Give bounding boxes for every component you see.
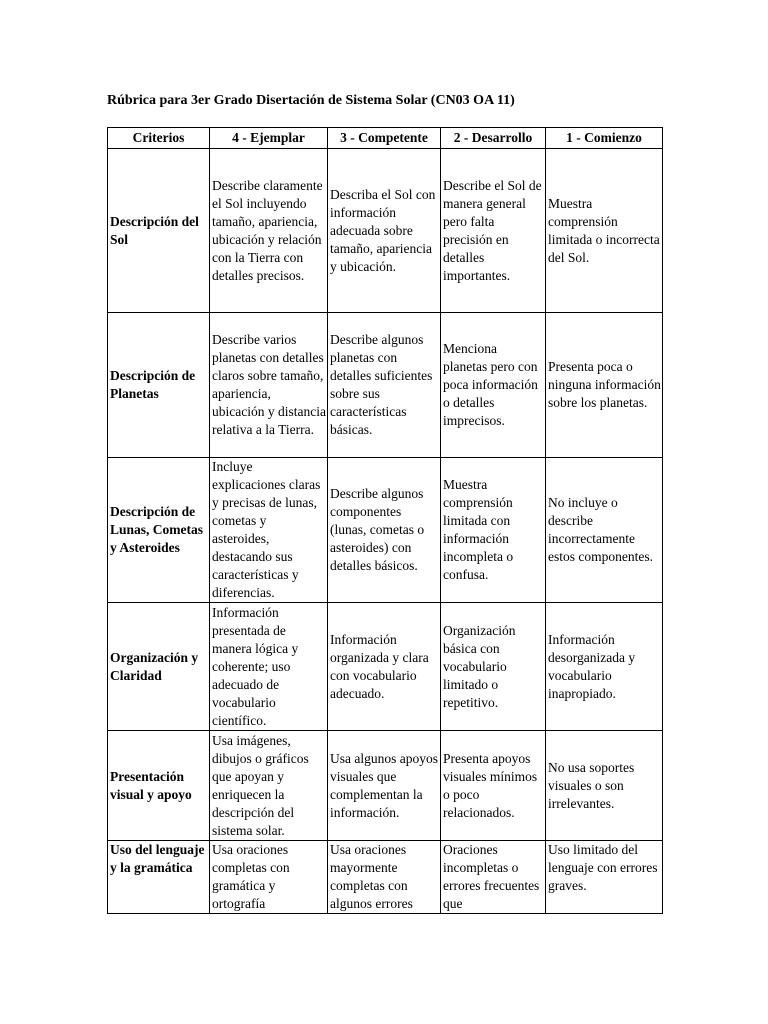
level-3-cell: Describa el Sol con información adecuada sobre tamaño, apariencia y ubicación. <box>328 149 441 313</box>
header-criterios: Criterios <box>108 128 210 149</box>
table-row <box>108 841 663 914</box>
level-4-cell: Incluye explicaciones claras y precisas de lunas, cometas y asteroides, destacando sus características y diferencias. <box>210 458 328 603</box>
header-competente: 3 - Competente <box>328 128 441 149</box>
criterion-cell: Presentación visual y apoyo <box>108 731 210 841</box>
level-4-cell: Describe claramente el Sol incluyendo tamaño, apariencia, ubicación y relación con la Tierra con detalles precisos. <box>210 149 328 313</box>
level-1-cell: Presenta poca o ninguna información sobre los planetas. <box>546 313 663 458</box>
table-row <box>108 149 663 313</box>
table-row <box>108 731 663 841</box>
level-2-cell: Menciona planetas pero con poca información o detalles imprecisos. <box>441 313 546 458</box>
criterion-cell: Descripción del Sol <box>108 149 210 313</box>
criterion-cell: Descripción de Lunas, Cometas y Asteroides <box>108 458 210 603</box>
level-4-cell: Información presentada de manera lógica y coherente; uso adecuado de vocabulario científico. <box>210 603 328 731</box>
level-2-cell: Describe el Sol de manera general pero falta precisión en detalles importantes. <box>441 149 546 313</box>
level-4-cell: Describe varios planetas con detalles claros sobre tamaño, apariencia, ubicación y distancia relativa a la Tierra. <box>210 313 328 458</box>
level-4-cell: Usa imágenes, dibujos o gráficos que apoyan y enriquecen la descripción del sistema solar. <box>210 731 328 841</box>
header-row <box>108 128 663 149</box>
level-4-cell: Usa oraciones completas con gramática y ortografía <box>210 841 328 914</box>
document-title: Rúbrica para 3er Grado Disertación de Sistema Solar (CN03 OA 11) <box>107 93 515 108</box>
level-3-cell: Describe algunos componentes (lunas, cometas o asteroides) con detalles básicos. <box>328 458 441 603</box>
criterion-cell: Uso del lenguaje y la gramática <box>108 841 210 914</box>
rubric-table <box>107 127 663 914</box>
criterion-cell: Descripción de Planetas <box>108 313 210 458</box>
table-row <box>108 313 663 458</box>
level-1-cell: Uso limitado del lenguaje con errores graves. <box>546 841 663 914</box>
criterion-cell: Organización y Claridad <box>108 603 210 731</box>
level-2-cell: Presenta apoyos visuales mínimos o poco relacionados. <box>441 731 546 841</box>
level-1-cell: Información desorganizada y vocabulario inapropiado. <box>546 603 663 731</box>
header-desarrollo: 2 - Desarrollo <box>441 128 546 149</box>
level-1-cell: No incluye o describe incorrectamente estos componentes. <box>546 458 663 603</box>
level-3-cell: Usa oraciones mayormente completas con algunos errores <box>328 841 441 914</box>
header-ejemplar: 4 - Ejemplar <box>210 128 328 149</box>
table-row <box>108 603 663 731</box>
header-comienzo: 1 - Comienzo <box>546 128 663 149</box>
level-3-cell: Usa algunos apoyos visuales que complementan la información. <box>328 731 441 841</box>
level-2-cell: Oraciones incompletas o errores frecuentes que <box>441 841 546 914</box>
level-2-cell: Organización básica con vocabulario limitado o repetitivo. <box>441 603 546 731</box>
level-2-cell: Muestra comprensión limitada con información incompleta o confusa. <box>441 458 546 603</box>
level-3-cell: Describe algunos planetas con detalles suficientes sobre sus características básicas. <box>328 313 441 458</box>
level-1-cell: No usa soportes visuales o son irrelevantes. <box>546 731 663 841</box>
level-1-cell: Muestra comprensión limitada o incorrecta del Sol. <box>546 149 663 313</box>
level-3-cell: Información organizada y clara con vocabulario adecuado. <box>328 603 441 731</box>
table-row <box>108 458 663 603</box>
